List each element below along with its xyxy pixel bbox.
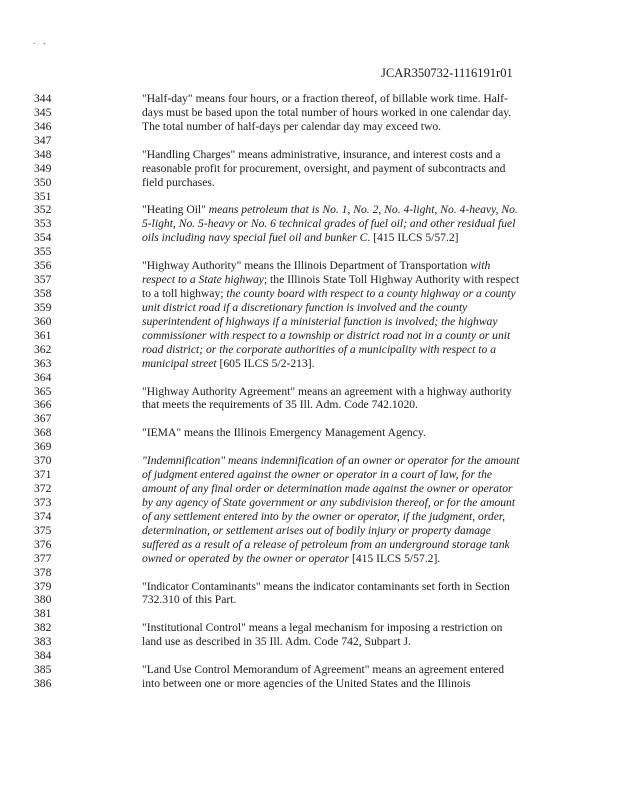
line-text-segment: ; the Illinois State Toll Highway Authority with respect bbox=[263, 273, 520, 287]
line-text-segment: 732.310 of this Part. bbox=[142, 593, 237, 607]
line-number: 370 bbox=[34, 454, 52, 468]
line-text bbox=[142, 259, 490, 272]
statutory-text-italic: oils including navy special fuel oil and bunker C bbox=[142, 231, 368, 245]
line-number: 345 bbox=[34, 105, 52, 119]
line-text bbox=[142, 621, 502, 634]
line-number: 361 bbox=[34, 328, 52, 342]
statutory-text-italic: municipal street bbox=[142, 356, 217, 370]
line-text-segment: "Highway Authority" means the Illinois Department of Transportation bbox=[142, 259, 471, 273]
line-text bbox=[142, 496, 515, 509]
line-number: 366 bbox=[34, 398, 52, 412]
statutory-text-italic: determination, or settlement arises out of bodily injury or property damage bbox=[142, 523, 491, 537]
line-number: 353 bbox=[34, 217, 52, 231]
line-number: 386 bbox=[34, 677, 52, 690]
header-marks: . . bbox=[33, 36, 49, 46]
line-text-segment: . [415 ILCS 5/57.2] bbox=[367, 231, 459, 245]
line-number: 380 bbox=[34, 593, 52, 607]
statutory-text-italic: of any settlement entered into by the owner or operator, if the judgment, order, bbox=[142, 509, 505, 523]
statutory-text-italic: the county board with respect to a county highway or a county bbox=[226, 287, 516, 300]
line-text bbox=[142, 398, 418, 411]
line-text bbox=[142, 482, 513, 495]
line-text bbox=[142, 176, 215, 189]
line-number: 358 bbox=[34, 287, 52, 300]
line-text bbox=[142, 385, 512, 398]
line-number: 356 bbox=[34, 259, 52, 273]
line-number: 364 bbox=[34, 370, 52, 384]
line-text bbox=[142, 92, 508, 105]
line-text bbox=[142, 552, 440, 565]
line-number: 367 bbox=[34, 412, 52, 426]
line-text-segment: "IEMA" means the Illinois Emergency Management Agency. bbox=[142, 426, 426, 440]
statutory-text-italic: with bbox=[470, 259, 491, 273]
line-number: 374 bbox=[34, 509, 52, 523]
line-number: 378 bbox=[34, 565, 52, 579]
line-text bbox=[142, 217, 515, 230]
line-text bbox=[142, 454, 520, 467]
statutory-text-italic: amount of any final order or determination made against the owner or operator bbox=[142, 482, 513, 495]
line-text-segment: "Land Use Control Memorandum of Agreement" means an agreement entered bbox=[142, 663, 504, 677]
line-text bbox=[142, 635, 411, 648]
line-number: 368 bbox=[34, 426, 52, 440]
line-text-segment: "Highway Authority Agreement" means an agreement with a highway authority bbox=[142, 384, 512, 398]
line-number: 376 bbox=[34, 537, 52, 551]
line-number: 384 bbox=[34, 649, 52, 663]
line-text bbox=[142, 120, 441, 133]
line-number: 360 bbox=[34, 314, 52, 328]
line-text-segment: land use as described in 35 Ill. Adm. Code 742, Subpart J. bbox=[142, 635, 411, 649]
line-number: 350 bbox=[34, 175, 52, 189]
line-number: 359 bbox=[34, 300, 52, 314]
statutory-text-italic: road district; or the corporate authorities of a municipality with respect to a bbox=[142, 342, 497, 356]
line-text bbox=[142, 162, 505, 175]
line-number: 351 bbox=[34, 189, 52, 203]
line-number: 344 bbox=[34, 92, 52, 105]
document-id: JCAR350732-1116191r01 bbox=[381, 66, 513, 80]
line-text bbox=[142, 524, 491, 537]
line-number: 371 bbox=[34, 468, 52, 482]
statutory-text-italic: 5-light, No. 5-heavy or No. 6 technical grades of fuel oil; and other residual fuel bbox=[142, 217, 516, 231]
line-number: 373 bbox=[34, 495, 52, 509]
line-number: 381 bbox=[34, 607, 52, 621]
line-text-segment: "Half-day" means four hours, or a fraction thereof, of billable work time. Half- bbox=[142, 92, 508, 105]
statutory-text-italic: superintendent of highways if a ministerial function is involved; the highway bbox=[142, 314, 498, 328]
statutory-text-italic: "Indemnification" means indemnification of an owner or operator for the amount bbox=[142, 454, 520, 468]
line-text bbox=[142, 315, 498, 328]
line-text bbox=[142, 343, 496, 356]
line-number: 369 bbox=[34, 440, 52, 454]
line-text bbox=[142, 593, 236, 606]
line-text bbox=[142, 677, 470, 690]
statutory-text-italic: respect to a State highway bbox=[142, 273, 264, 287]
line-text bbox=[142, 426, 426, 439]
line-text bbox=[142, 273, 519, 286]
line-text-segment: that meets the requirements of 35 Ill. Adm. Code 742.1020. bbox=[142, 398, 418, 412]
line-text-segment: field purchases. bbox=[142, 175, 215, 189]
line-text bbox=[142, 231, 459, 244]
statutory-text-italic: suffered as a result of a release of petroleum from an underground storage tank bbox=[142, 537, 510, 551]
line-text-segment: The total number of half-days per calendar day may exceed two. bbox=[142, 119, 442, 133]
line-text bbox=[142, 287, 516, 300]
line-number: 377 bbox=[34, 551, 52, 565]
line-text-segment: into between one or more agencies of the United States and the Illinois bbox=[142, 677, 471, 690]
line-text-segment: reasonable profit for procurement, oversight, and payment of subcontracts and bbox=[142, 161, 506, 175]
statutory-text-italic: of judgment entered against the owner or operator in a court of law, for the bbox=[142, 468, 493, 482]
line-number: 379 bbox=[34, 579, 52, 593]
line-text bbox=[142, 510, 505, 523]
line-text bbox=[142, 301, 467, 314]
line-number: 363 bbox=[34, 356, 52, 370]
line-text-segment: "Handling Charges" means administrative, insurance, and interest costs and a bbox=[142, 147, 501, 161]
line-number: 385 bbox=[34, 663, 52, 677]
line-number: 357 bbox=[34, 273, 52, 287]
statutory-text-italic: means petroleum that is No. 1, No. 2, No. 4-light, No. 4-heavy, No. bbox=[208, 203, 518, 217]
line-number: 375 bbox=[34, 523, 52, 537]
line-text-segment: [415 ILCS 5/57.2]. bbox=[349, 551, 441, 565]
line-text-segment: "Institutional Control" means a legal mechanism for imposing a restriction on bbox=[142, 621, 503, 635]
statutory-text-italic: owned or operated by the owner or operator bbox=[142, 551, 350, 565]
line-number: 355 bbox=[34, 245, 52, 259]
line-number: 362 bbox=[34, 342, 52, 356]
statutory-text-italic: unit district road if a discretionary function is involved and the county bbox=[142, 300, 468, 314]
statutory-text-italic: commissioner with respect to a township or district road not in a county or unit bbox=[142, 328, 511, 342]
line-text bbox=[142, 106, 511, 119]
line-text-segment: to a toll highway; bbox=[142, 287, 227, 300]
line-number: 383 bbox=[34, 635, 52, 649]
line-number: 347 bbox=[34, 133, 52, 147]
line-number: 349 bbox=[34, 161, 52, 175]
line-text bbox=[142, 468, 492, 481]
line-number: 372 bbox=[34, 482, 52, 495]
line-text-segment: "Heating Oil" bbox=[142, 203, 209, 217]
line-text bbox=[142, 148, 501, 161]
line-text-segment: days must be based upon the total number of hours worked in one calendar day. bbox=[142, 105, 512, 119]
line-text-segment: [605 ILCS 5/2-213]. bbox=[216, 356, 315, 370]
line-text bbox=[142, 538, 510, 551]
line-number: 346 bbox=[34, 119, 52, 133]
line-text bbox=[142, 580, 510, 593]
line-number: 348 bbox=[34, 147, 52, 161]
line-text bbox=[142, 663, 504, 676]
line-number: 352 bbox=[34, 203, 52, 217]
line-number: 382 bbox=[34, 621, 52, 635]
line-text-segment: "Indicator Contaminants" means the indicator contaminants set forth in Section bbox=[142, 579, 510, 593]
line-number: 354 bbox=[34, 231, 52, 245]
line-text bbox=[142, 203, 518, 216]
line-number: 365 bbox=[34, 384, 52, 398]
line-text bbox=[142, 329, 510, 342]
line-text bbox=[142, 357, 315, 370]
statutory-text-italic: by any agency of State government or any subdivision thereof, or for the amount bbox=[142, 495, 516, 509]
